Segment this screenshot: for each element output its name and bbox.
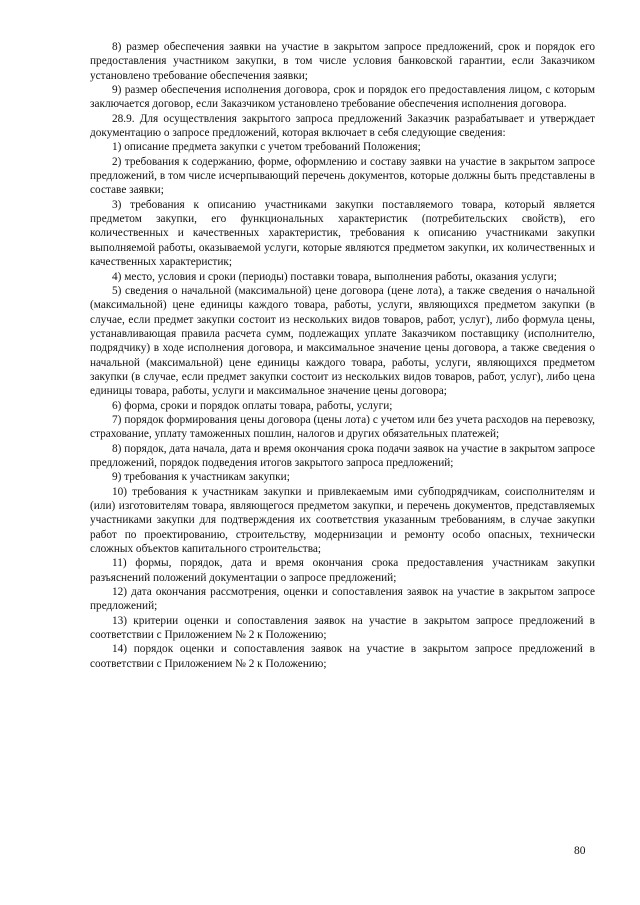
page-number: 80 — [574, 845, 586, 857]
paragraph-item-5-initial-price: 5) сведения о начальной (максимальной) цене договора (цене лота), а также сведения о начальной (максимальной) цене единицы каждого товара, работы, услуги, являющихся предметом закупки (в случае, если предмет закупки состоит из нескольких видов товаров, работ, услуг), либо формула цены, устанавливающая правила расчета сумм, подлежащих уплате Заказчиком поставщику (исполнителю, подрядчику) в ходе исполнения договора, и максимальное значение цены договора, а также сведения о начальной (максимальной) цене единицы каждого товара, работы, услуги, являющихся предметом закупки (в случае, если предмет закупки состоит из нескольких видов товаров, работ, услуг), либо цена единицы товара, работы, услуги и максимальное значение цены договора; — [90, 284, 595, 398]
paragraph-item-4-delivery-terms: 4) место, условия и сроки (периоды) поставки товара, выполнения работы, оказания услуги; — [112, 270, 557, 283]
paragraph-section-28-9: 28.9. Для осуществления закрытого запроса предложений Заказчик разрабатывает и утверждает документацию о запросе предложений, которая включает в себя следующие сведения: — [90, 112, 595, 140]
paragraph-item-11-clarifications: 11) формы, порядок, дата и время окончания срока предоставления участникам закупки разъяснений положений документации о запросе предложений; — [90, 557, 595, 584]
paragraph-item-3-goods-description: 3) требования к описанию участниками закупки поставляемого товара, который является предметом закупки, его функциональных характеристик (потребительских свойств), его количественных и качественных характеристик, требования к описанию участниками закупки выполняемой работы, оказываемой услуги, которые являются предметом закупки, их количественных и качественных характеристик; — [90, 198, 595, 269]
paragraph-item-12-evaluation-deadline: 12) дата окончания рассмотрения, оценки и сопоставления заявок на участие в закрытом запросе предложений; — [90, 586, 595, 613]
document-page — [90, 40, 595, 671]
paragraph-item-7-price-formation: 7) порядок формирования цены договора (цены лота) с учетом или без учета расходов на перевозку, страхование, уплату таможенных пошлин, налогов и других обязательных платежей; — [90, 413, 595, 441]
paragraph-item-2-application-requirements: 2) требования к содержанию, форме, оформлению и составу заявки на участие в закрытом запросе предложений, в том числе исчерпывающий перечень документов, которые должны быть представлены в составе заявки; — [90, 155, 595, 197]
paragraph-item-8-submission-deadline: 8) порядок, дата начала, дата и время окончания срока подачи заявок на участие в закрытом запросе предложений, порядок подведения итогов закрытого запроса предложений; — [90, 442, 595, 469]
paragraph-item-9-contract-security: 9) размер обеспечения исполнения договора, срок и порядок его предоставления лицом, с которым заключается договор, если Заказчиком установлено требование обеспечения исполнения договора. — [90, 84, 595, 111]
paragraph-item-1-subject-description: 1) описание предмета закупки с учетом требований Положения; — [112, 141, 421, 154]
paragraph-item-10-subcontractor-requirements: 10) требования к участникам закупки и привлекаемым ими субподрядчикам, соисполнителям и (или) изготовителям товара, являющегося предметом закупки, и перечень документов, представляемых участниками закупки для подтверждения их соответствия указанным требованиям, в случае закупки работ по проектированию, строительству, модернизации и ремонту особо опасных, технически сложных объектов капитального строительства; — [90, 485, 595, 556]
paragraph-item-6-payment: 6) форма, сроки и порядок оплаты товара, работы, услуги; — [112, 399, 393, 412]
paragraph-item-14-evaluation-procedure: 14) порядок оценки и сопоставления заявок на участие в закрытом запросе предложений в соответствии с Приложением № 2 к Положению; — [90, 643, 595, 670]
paragraph-item-13-evaluation-criteria: 13) критерии оценки и сопоставления заявок на участие в закрытом запросе предложений в соответствии с Приложением № 2 к Положению; — [90, 614, 595, 642]
paragraph-item-8-bid-security: 8) размер обеспечения заявки на участие в закрытом запросе предложений, срок и порядок его предоставления участником закупки, в том числе условия банковской гарантии, если Заказчиком установлено требование обеспечения заявки; — [90, 41, 595, 82]
paragraph-item-9-participant-requirements: 9) требования к участникам закупки; — [112, 471, 290, 484]
